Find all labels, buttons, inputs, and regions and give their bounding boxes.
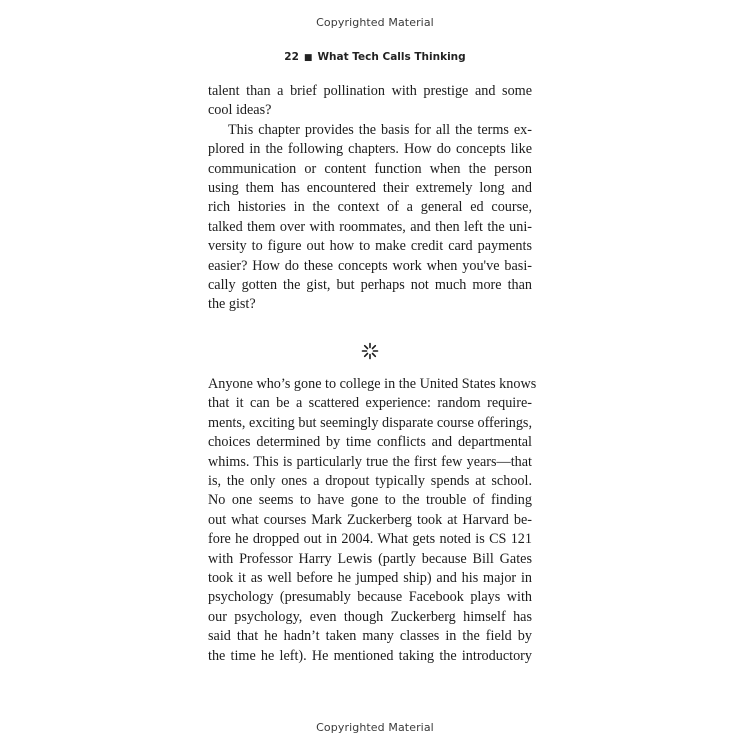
- page-number: 22: [284, 51, 299, 63]
- text-line: our psychology, even though Zuckerberg himself has: [208, 608, 532, 625]
- copyright-notice-top: Copyrighted Material: [316, 16, 434, 29]
- body-text-bottom: [208, 375, 537, 666]
- text-line: talent than a brief pollination with prestige and some: [208, 83, 532, 99]
- running-head: [0, 51, 750, 63]
- text-line: psychology (presumably because Facebook plays with: [208, 589, 532, 606]
- text-line: whims. This is particularly true the first few years—that: [208, 453, 532, 470]
- body-text-top: [208, 82, 532, 315]
- text-line: using them has encountered their extremely long and: [208, 180, 532, 197]
- text-line: This chapter provides the basis for all the terms ex-: [228, 121, 532, 138]
- chapter-title: What Tech Calls Thinking: [317, 51, 466, 63]
- text-line: is, the only ones a dropout typically spends at school.: [208, 473, 532, 490]
- text-line: fore he dropped out in 2004. What gets noted is CS 121: [208, 531, 532, 548]
- text-line: choices determined by time conflicts and departmental: [208, 434, 532, 451]
- sunburst-ornament-icon: [361, 342, 379, 360]
- text-line: easier? How do these concepts work when you've basi-: [208, 257, 532, 274]
- text-line: talked them over with roommates, and then left the uni-: [208, 218, 532, 235]
- text-line: that it can be a scattered experience: random require-: [208, 395, 532, 412]
- text-line: the gist?: [208, 296, 256, 313]
- text-line: Anyone who’s gone to college in the United States knows: [208, 376, 537, 392]
- text-line: cool ideas?: [208, 102, 272, 119]
- text-line: No one seems to have gone to the trouble of finding: [208, 492, 532, 509]
- copyright-notice-bottom: Copyrighted Material: [316, 721, 434, 734]
- separator-square: ■: [303, 53, 313, 63]
- text-line: communication or content function when the person: [208, 160, 532, 177]
- text-line: cally gotten the gist, but perhaps not much more than: [208, 277, 532, 294]
- text-line: rich histories in the context of a general ed course,: [208, 199, 532, 216]
- text-line: plored in the following chapters. How do concepts like: [208, 141, 532, 158]
- text-line: took it as well before he jumped ship) and his major in: [208, 570, 532, 587]
- text-line: ments, exciting but seemingly disparate course offerings,: [208, 414, 532, 431]
- text-line: versity to figure out how to make credit card payments: [208, 238, 532, 255]
- text-line: with Professor Harry Lewis (partly because Bill Gates: [208, 550, 532, 567]
- text-line: out what courses Mark Zuckerberg took at Harvard be-: [208, 511, 532, 528]
- text-line: said that he hadn’t taken many classes in the field by: [208, 628, 532, 645]
- text-line: the time he left). He mentioned taking the introductory: [208, 647, 532, 664]
